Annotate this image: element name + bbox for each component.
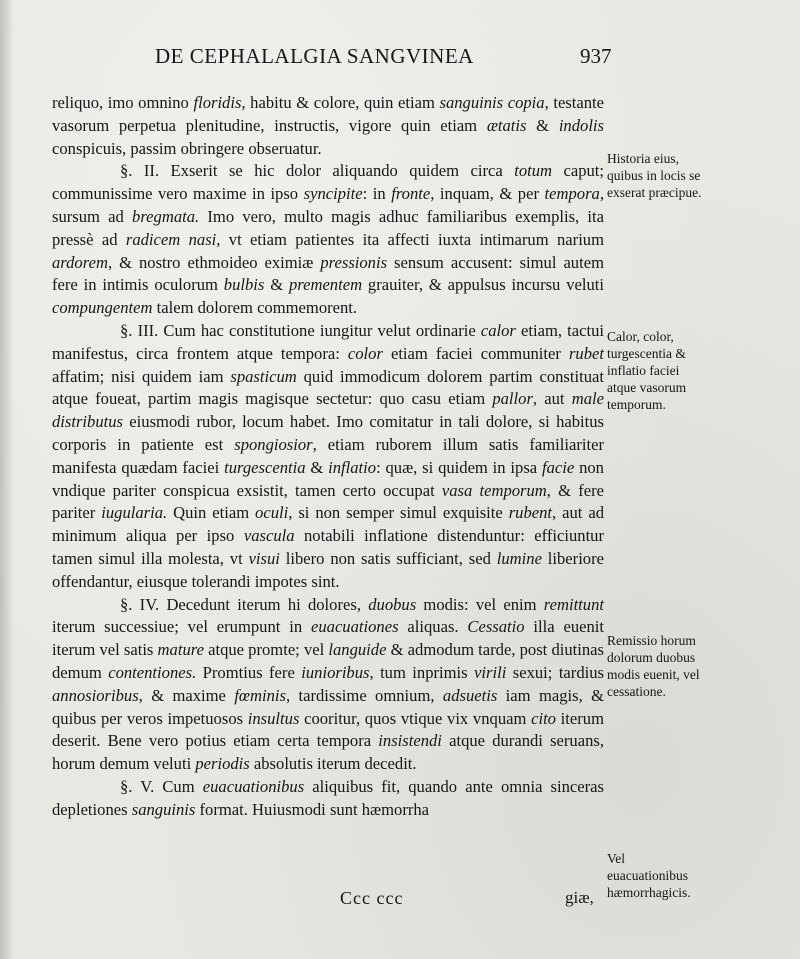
text-run: grauiter, & appulsus incursu veluti bbox=[362, 275, 604, 295]
text-run: : quæ, si quidem in ipsa bbox=[376, 457, 542, 477]
italic-term: vasa temporum bbox=[441, 480, 547, 500]
text-run: : in bbox=[362, 184, 392, 204]
italic-term: totum bbox=[514, 161, 553, 181]
section-5 bbox=[52, 776, 604, 822]
italic-term: compungentem bbox=[52, 298, 153, 318]
italic-term: inflatio bbox=[328, 457, 377, 477]
italic-term: floridis bbox=[193, 93, 242, 112]
italic-term: periodis bbox=[195, 754, 250, 774]
text-run: , tardissime omnium, bbox=[285, 685, 443, 705]
text-run: , inquam, & per bbox=[430, 184, 545, 204]
italic-term: adsuetis bbox=[442, 685, 498, 705]
text-run: & bbox=[264, 275, 289, 295]
text-run: reliquo, imo omnino bbox=[52, 93, 194, 112]
italic-term: color bbox=[347, 343, 383, 363]
text-run: , testante vasorum perpetua plenitudine, instructis, vigore quin etiam bbox=[52, 93, 605, 135]
italic-term: virili bbox=[474, 662, 507, 682]
text-run: §. II. Exserit se hic dolor aliquando quidem circa bbox=[120, 161, 515, 181]
text-run: , sursum ad bbox=[52, 184, 604, 226]
text-run: , aut ad minimum aliqua per ipso bbox=[52, 503, 604, 546]
italic-term: rubet bbox=[568, 343, 604, 363]
italic-term: pressionis bbox=[320, 252, 388, 272]
italic-term: insistendi bbox=[378, 731, 442, 751]
text-run: modis: vel enim bbox=[416, 594, 544, 614]
text-run: notabili inflatione distenduntur: efficiuntur tamen simul illa molesta, vt bbox=[52, 526, 604, 568]
text-run: Promtius fere bbox=[196, 662, 302, 682]
text-run: cooritur, quos vtique vix vnquam bbox=[299, 708, 532, 728]
text-run: conspicuis, passim obringere obseruatur. bbox=[52, 138, 322, 158]
text-run: sensum accusent: simul autem fere in intimis oculorum bbox=[52, 252, 604, 295]
text-run: atque durandi seruans, horum demum veluti bbox=[52, 731, 604, 774]
paragraph-continuation bbox=[52, 92, 604, 160]
page-number: 937 bbox=[580, 44, 612, 68]
margin-note-remissio: Remissio horum dolorum duobus modis euenit, vel cessatione. bbox=[607, 633, 700, 699]
text-run: iterum deserit. Bene vero potius etiam certa tempora bbox=[52, 708, 604, 751]
text-run: caput; communissime vero maxime in ipso bbox=[52, 161, 605, 204]
text-run: etiam faciei communiter bbox=[382, 343, 569, 363]
italic-term: sanguinis copia bbox=[439, 93, 545, 112]
text-run: format. Huiusmodi sunt hæmorrha bbox=[195, 799, 430, 819]
italic-term: radicem nasi bbox=[125, 229, 217, 249]
text-run: & bbox=[526, 115, 559, 135]
text-run: Imo vero, multo magis adhuc familiaribus exemplis, ita pressè ad bbox=[52, 206, 605, 249]
italic-term: prementem bbox=[288, 275, 363, 295]
italic-term: annosioribus bbox=[52, 685, 139, 705]
italic-term: duobus bbox=[368, 594, 417, 614]
text-run: , habitu & colore, quin etiam bbox=[241, 93, 440, 112]
margin-note-euacuatio: Vel euacuationibus hæmorrhagicis. bbox=[607, 851, 691, 900]
italic-term: insultus bbox=[247, 708, 300, 728]
italic-term: euacuationibus bbox=[202, 776, 305, 796]
italic-term: remittunt bbox=[543, 594, 604, 614]
italic-term: facie bbox=[542, 457, 575, 477]
text-run: §. III. Cum hac constitutione iungitur velut ordinarie bbox=[120, 320, 481, 340]
text-run: talem dolorem commemorent. bbox=[152, 298, 358, 318]
italic-term: turgescentia bbox=[224, 457, 306, 477]
italic-term: spongiosior bbox=[234, 434, 313, 454]
signature-mark: Ccc ccc bbox=[340, 888, 404, 908]
text-run: iam magis, & quibus per veros impetuosos bbox=[52, 685, 605, 728]
running-title: DE CEPHALALGIA SANGVINEA bbox=[155, 44, 474, 68]
italic-term: mature bbox=[157, 640, 204, 660]
italic-term: ætatis bbox=[486, 115, 527, 135]
italic-term: spasticum bbox=[230, 366, 297, 386]
text-run: sexui; tardius bbox=[506, 662, 604, 682]
italic-term: Cessatio bbox=[467, 617, 525, 637]
text-run: illa euenit iterum vel satis bbox=[52, 617, 604, 660]
italic-term: fœminis bbox=[234, 685, 286, 705]
text-run: absolutis iterum decedit. bbox=[249, 754, 417, 774]
catchword: giæ, bbox=[565, 888, 594, 907]
text-run: quid immodicum dolorem partim constituat atque foueat, partim magis magisque sectetur: quo casu etiam bbox=[52, 366, 604, 409]
text-run: , si non semper simul exquisite bbox=[288, 503, 509, 523]
italic-term: bregmata. bbox=[132, 206, 200, 226]
text-run: , etiam ruborem illum satis familiariter manifesta quædam faciei bbox=[52, 434, 604, 477]
text-run: §. V. Cum bbox=[120, 776, 203, 796]
italic-term: pallor bbox=[492, 389, 533, 409]
text-run: & bbox=[305, 457, 329, 477]
margin-note-calor: Calor, color, turgescentia & inflatio faciei atque vasorum temporum. bbox=[607, 329, 687, 412]
text-run: aliquas. bbox=[398, 617, 468, 637]
text-run: Quin etiam bbox=[167, 503, 256, 523]
text-run: , & nostro ethmoideo eximiæ bbox=[107, 252, 321, 272]
italic-term: indolis bbox=[558, 115, 604, 135]
italic-term: oculi bbox=[255, 503, 289, 523]
italic-term: iunioribus bbox=[301, 662, 370, 682]
text-run: , aut bbox=[532, 389, 572, 409]
italic-term: rubent bbox=[508, 503, 553, 523]
italic-term: male distributus bbox=[52, 389, 604, 432]
text-run: §. IV. Decedunt iterum hi dolores, bbox=[120, 594, 369, 614]
italic-term: sanguinis bbox=[131, 799, 196, 819]
text-run: etiam, tactui manifestus, circa frontem atque tempora: bbox=[52, 320, 604, 363]
text-run: non vndique pariter conspicua exsistit, tamen certo occupat bbox=[52, 457, 604, 500]
text-run: , & fere pariter bbox=[52, 480, 605, 523]
text-run: , vt etiam patientes ita affecti iuxta intimarum narium bbox=[216, 229, 605, 249]
italic-term: euacuationes bbox=[310, 617, 399, 637]
margin-note-history: Historia eius, quibus in locis se exserat præcipue. bbox=[607, 151, 702, 200]
italic-term: ardorem bbox=[52, 252, 108, 272]
text-run: , tum inprimis bbox=[369, 662, 475, 682]
italic-term: syncipite bbox=[303, 184, 363, 204]
italic-term: calor bbox=[480, 320, 516, 340]
section-2 bbox=[52, 160, 604, 320]
italic-term: vascula bbox=[243, 526, 295, 546]
section-4 bbox=[52, 594, 604, 776]
italic-term: cito bbox=[531, 708, 556, 728]
italic-term: lumine bbox=[496, 548, 542, 568]
text-run: affatim; nisi quidem iam bbox=[52, 366, 231, 386]
italic-term: fronte bbox=[391, 184, 431, 204]
text-run: & admodum tarde, post diutinas demum bbox=[52, 640, 604, 682]
section-3 bbox=[52, 320, 604, 594]
italic-term: tempora bbox=[544, 184, 600, 204]
page-gutter-shadow bbox=[0, 0, 14, 959]
text-run: libero non satis sufficiant, sed bbox=[279, 548, 497, 568]
text-run: atque promte; vel bbox=[203, 640, 329, 660]
text-run: aliquibus fit, quando ante omnia sinceras depletiones bbox=[52, 776, 604, 819]
italic-term: contentiones. bbox=[108, 662, 197, 682]
text-run: eiusmodi rubor, locum habet. Imo comitatur in tali dolore, si habitus corporis in patiente est bbox=[52, 412, 604, 454]
text-run: , & maxime bbox=[138, 685, 235, 705]
text-run: iterum successiue; vel erumpunt in bbox=[52, 617, 311, 637]
main-text-column bbox=[52, 92, 604, 822]
italic-term: languide bbox=[328, 640, 387, 660]
italic-term: iugularia. bbox=[101, 503, 168, 523]
italic-term: bulbis bbox=[223, 275, 265, 295]
italic-term: visui bbox=[248, 548, 280, 568]
text-run: liberiore offendantur, eiusque tolerandi impotes sint. bbox=[52, 548, 604, 591]
